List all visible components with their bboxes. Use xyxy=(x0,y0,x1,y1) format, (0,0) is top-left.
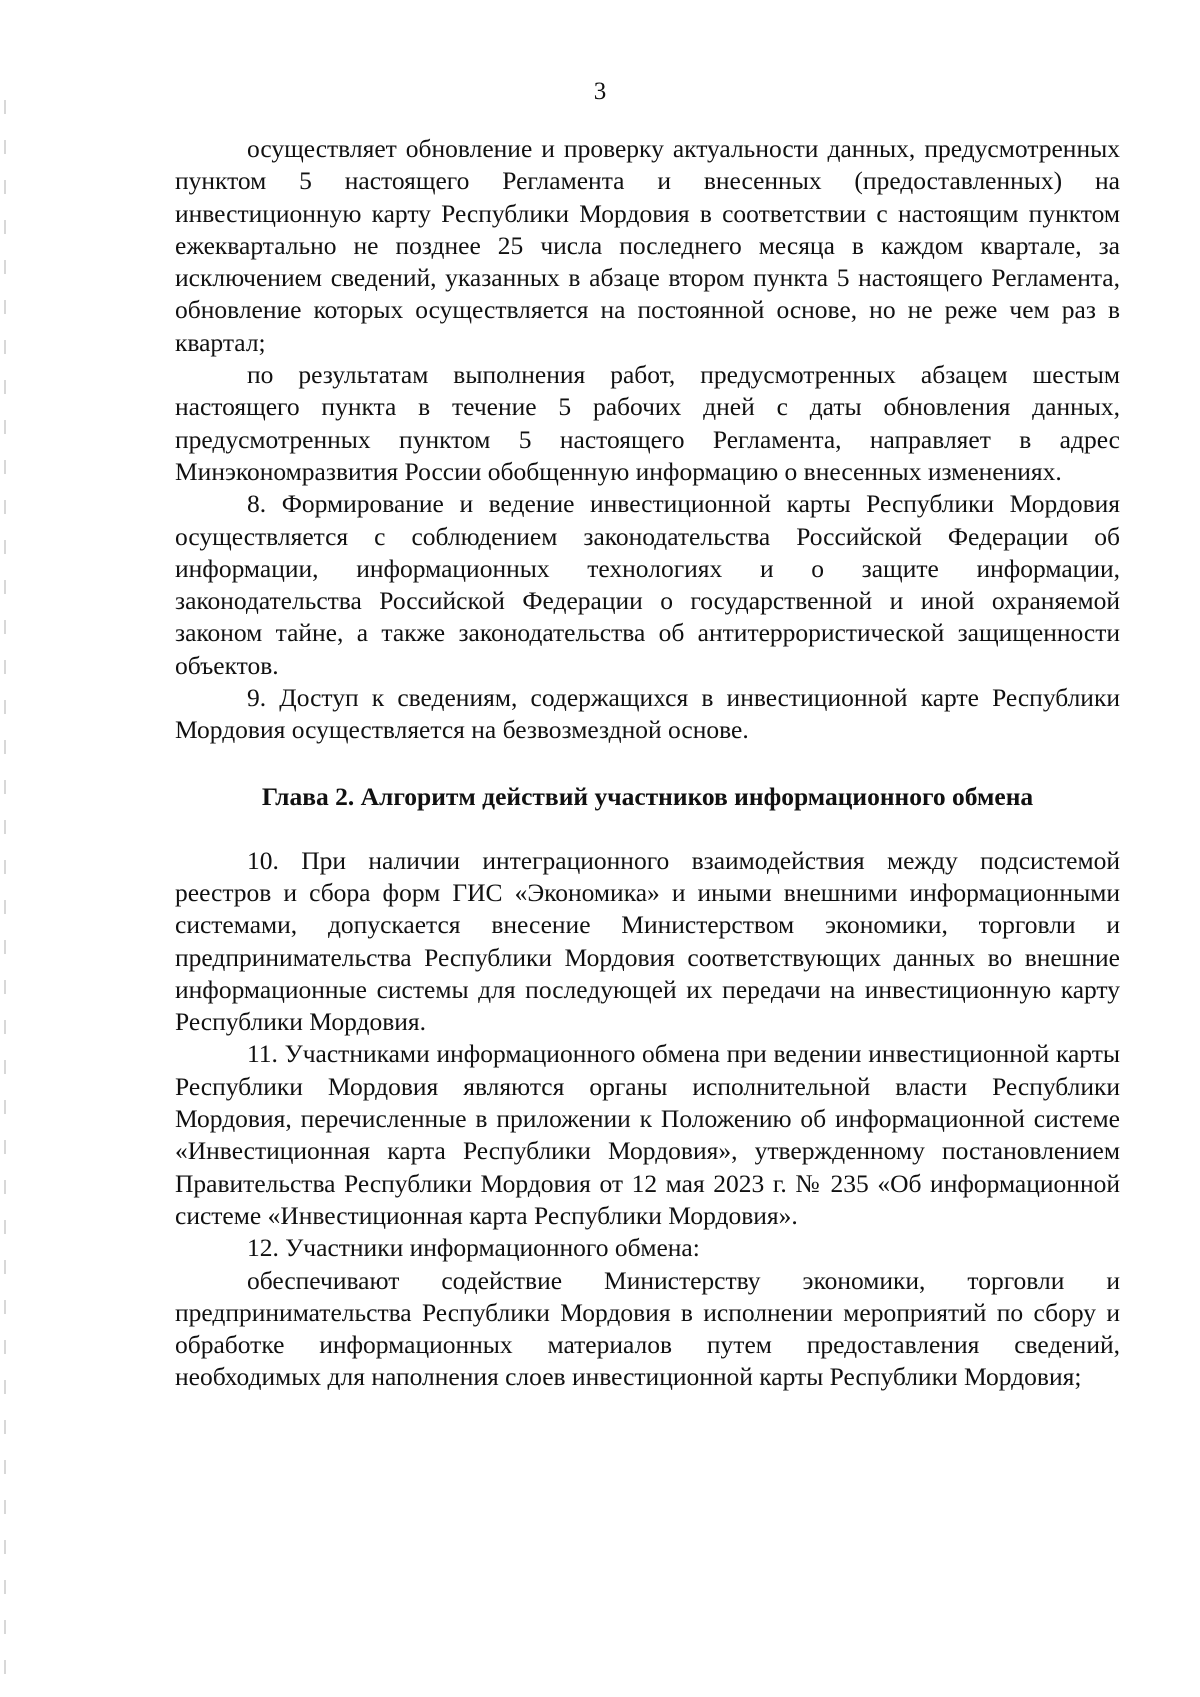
paragraph-item-8: 8. Формирование и ведение инвестиционной карты Республики Мордовия осуществляется с соблюдением законодательства Российской Федерации об информации, информационных технологиях и о защите информации, законодательства Российской Федерации о государственной и иной охраняемой законом тайне, а также законодательства об антитеррористической защищенности объектов. xyxy=(175,489,1120,680)
paragraph-item-9: 9. Доступ к сведениям, содержащихся в инвестиционной карте Республики Мордовия осуществляется на безвозмездной основе. xyxy=(175,683,1120,745)
paragraph-item-10: 10. При наличии интеграционного взаимодействия между подсистемой реестров и сбора форм ГИС «Экономика» и иными внешними информационными системами, допускается внесение Министерством экономики, торговли и предпринимательства Республики Мордовия соответствующих данных во внешние информационные системы для последующей их передачи на инвестиционную карту Республики Мордовия. xyxy=(175,845,1120,1037)
chapter-heading: Глава 2. Алгоритм действий участников информационного обмена xyxy=(261,781,1034,811)
paragraph-data-update: осуществляет обновление и проверку актуальности данных, предусмотренных пунктом 5 настоящего Регламента и внесенных (предоставленных) на инвестиционную карту Республики Мордовия в соответствии с настоящим пунктом ежеквартально не позднее 25 числа последнего месяца в каждом квартале, за исключением сведений, указанных в абзаце втором пункта 5 настоящего Регламента, обновление которых осуществляется на постоянной основе, но не реже чем раз в квартал; xyxy=(175,134,1120,357)
paragraph-results-report: по результатам выполнения работ, предусмотренных абзацем шестым настоящего пункта в течение 5 рабочих дней с даты обновления данных, предусмотренных пунктом 5 настоящего Регламента, направляет в адрес Минэкономразвития России обобщенную информацию о внесенных изменениях. xyxy=(175,360,1120,486)
paragraph-participants-duties: обеспечивают содействие Министерству экономики, торговли и предпринимательства Республики Мордовия в исполнении мероприятий по сбору и обработке информационных материалов путем предоставления сведений, необходимых для наполнения слоев инвестиционной карты Республики Мордовия; xyxy=(175,1265,1120,1392)
paragraph-item-11: 11. Участниками информационного обмена при ведении инвестиционной карты Республики Мордовия являются органы исполнительной власти Республики Мордовия, перечисленные в приложении к Положению об информационной системе «Инвестиционная карта Республики Мордовия», утвержденному постановлением Правительства Республики Мордовия от 12 мая 2023 г. № 235 «Об информационной системе «Инвестиционная карта Республики Мордовия». xyxy=(175,1039,1120,1230)
page-number: 3 xyxy=(593,78,607,105)
paragraph-item-12: 12. Участники информационного обмена: xyxy=(247,1233,700,1263)
document-body xyxy=(175,133,1120,1394)
scan-edge-artifact xyxy=(4,100,6,1697)
